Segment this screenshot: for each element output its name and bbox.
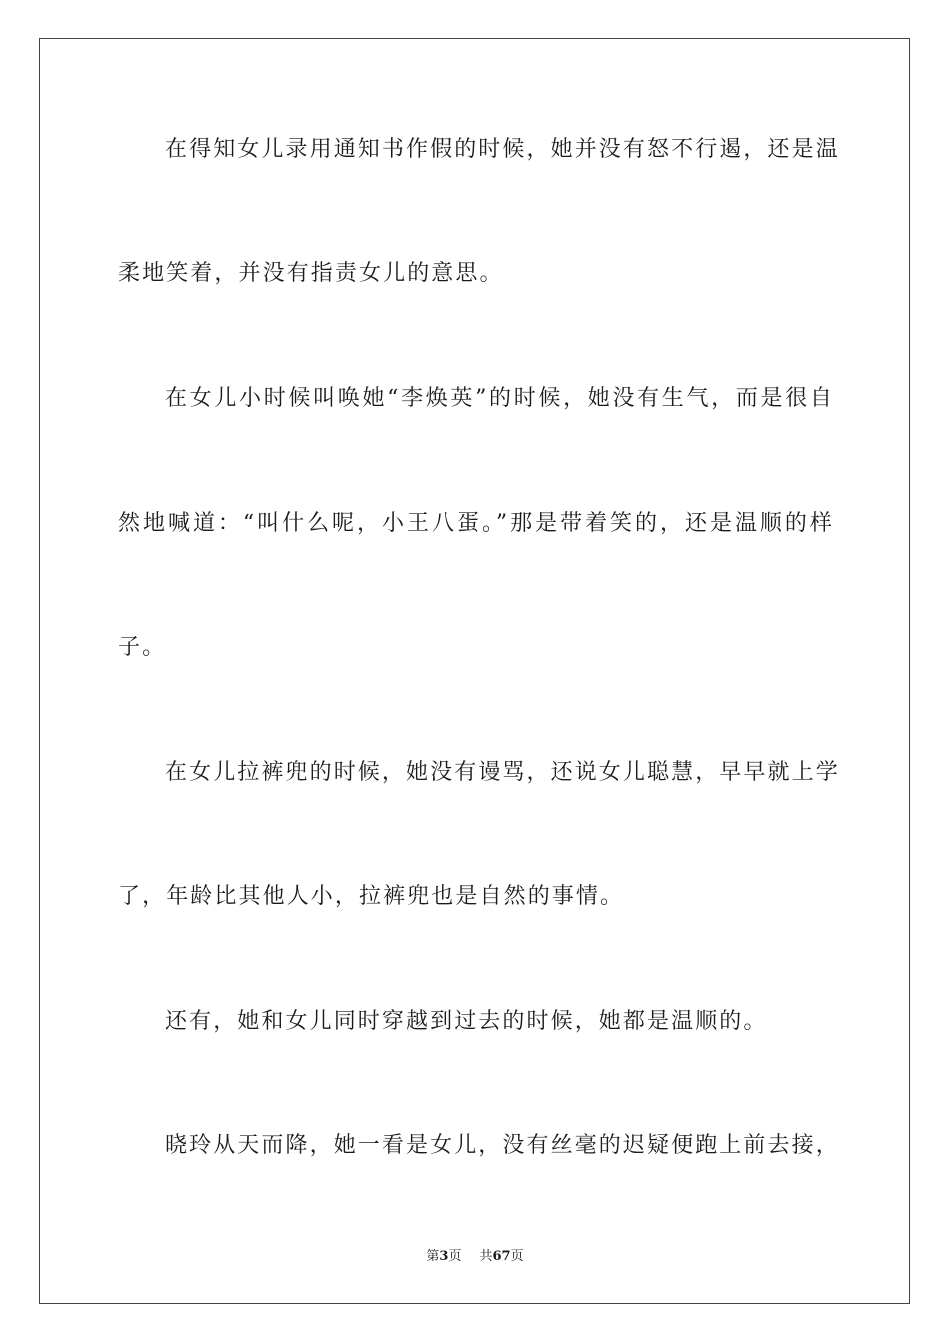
page-suffix: 页 [448, 1249, 462, 1264]
page-footer [0, 1248, 950, 1266]
text-line-5: 子。 [118, 635, 167, 660]
text-line-3: 在女儿小时候叫唤她“李焕英”的时候，她没有生气，而是很自 [165, 386, 834, 411]
text-line-1: 在得知女儿录用通知书作假的时候，她并没有怒不行遏，还是温 [165, 137, 840, 162]
total-prefix: 共 [479, 1249, 493, 1264]
total-suffix: 页 [510, 1249, 524, 1264]
text-line-8: 还有，她和女儿同时穿越到过去的时候，她都是温顺的。 [165, 1009, 768, 1034]
page-border [39, 38, 910, 1304]
text-line-2: 柔地笑着，并没有指责女儿的意思。 [118, 261, 504, 286]
total-pages: 67 [492, 1249, 511, 1264]
page-prefix: 第 [426, 1249, 440, 1264]
text-line-7: 了，年龄比其他人小，拉裤兜也是自然的事情。 [118, 884, 625, 909]
text-line-9: 晓玲从天而降，她一看是女儿，没有丝毫的迟疑便跑上前去接， [165, 1133, 840, 1158]
text-line-6: 在女儿拉裤兜的时候，她没有谩骂，还说女儿聪慧，早早就上学 [165, 760, 840, 785]
page-number: 3 [439, 1249, 449, 1264]
text-line-4: 然地喊道：“叫什么呢，小王八蛋。”那是带着笑的，还是温顺的样 [118, 511, 834, 536]
